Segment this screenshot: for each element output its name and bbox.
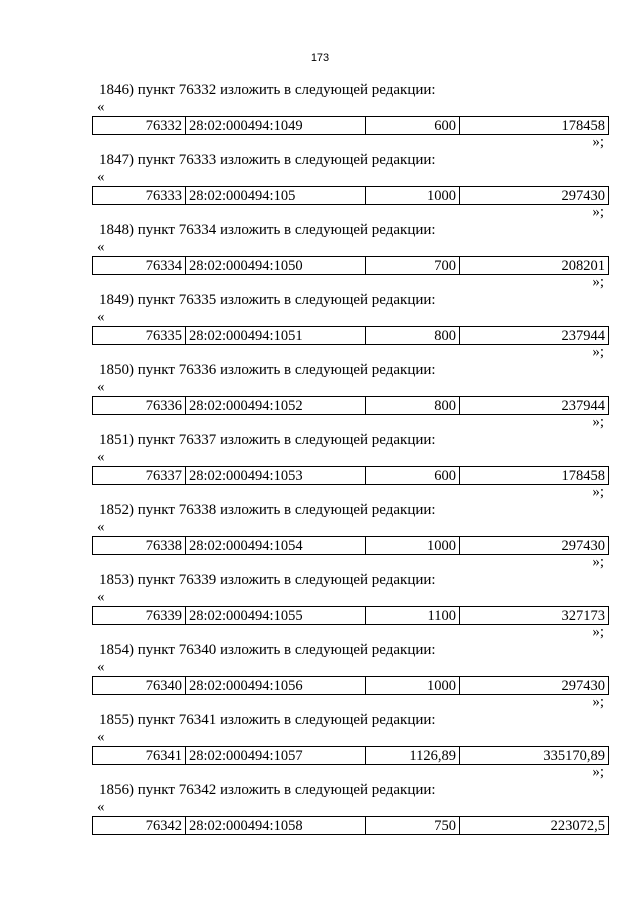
- area-cell: 700: [366, 257, 460, 275]
- item-number-cell: 76334: [93, 257, 186, 275]
- opening-quote: «: [97, 239, 105, 255]
- opening-quote: «: [97, 729, 105, 745]
- opening-quote: «: [97, 169, 105, 185]
- area-cell: 1000: [366, 537, 460, 555]
- value-cell: 335170,89: [460, 747, 609, 765]
- amendment-table: [92, 186, 609, 205]
- item-number-cell: 76339: [93, 607, 186, 625]
- amendment-table: [92, 606, 609, 625]
- table-row: [93, 467, 609, 485]
- cadastral-number-cell: 28:02:000494:1052: [186, 397, 366, 415]
- cadastral-number-cell: 28:02:000494:1050: [186, 257, 366, 275]
- amendment-heading: 1848) пункт 76334 изложить в следующей редакции:: [99, 222, 436, 238]
- amendment-heading: 1851) пункт 76337 изложить в следующей редакции:: [99, 432, 436, 448]
- closing-quote: »;: [592, 414, 604, 430]
- amendment-heading: 1846) пункт 76332 изложить в следующей редакции:: [99, 82, 436, 98]
- area-cell: 1000: [366, 187, 460, 205]
- amendment-heading: 1849) пункт 76335 изложить в следующей редакции:: [99, 292, 436, 308]
- value-cell: 237944: [460, 327, 609, 345]
- amendment-table: [92, 116, 609, 135]
- amendment-table: [92, 816, 609, 835]
- item-number-cell: 76340: [93, 677, 186, 695]
- amendment-table: [92, 746, 609, 765]
- closing-quote: »;: [592, 344, 604, 360]
- table-row: [93, 817, 609, 835]
- closing-quote: »;: [592, 694, 604, 710]
- value-cell: 178458: [460, 467, 609, 485]
- table-row: [93, 607, 609, 625]
- amendment-entry: [0, 82, 640, 152]
- amendment-entry: [0, 712, 640, 782]
- closing-quote: »;: [592, 484, 604, 500]
- item-number-cell: 76337: [93, 467, 186, 485]
- table-row: [93, 327, 609, 345]
- area-cell: 750: [366, 817, 460, 835]
- opening-quote: «: [97, 799, 105, 815]
- item-number-cell: 76341: [93, 747, 186, 765]
- cadastral-number-cell: 28:02:000494:1058: [186, 817, 366, 835]
- table-row: [93, 187, 609, 205]
- value-cell: 223072,5: [460, 817, 609, 835]
- closing-quote: »;: [592, 274, 604, 290]
- area-cell: 600: [366, 117, 460, 135]
- item-number-cell: 76338: [93, 537, 186, 555]
- entries-list: [0, 82, 640, 852]
- amendment-table: [92, 466, 609, 485]
- area-cell: 1000: [366, 677, 460, 695]
- amendment-heading: 1856) пункт 76342 изложить в следующей редакции:: [99, 782, 436, 798]
- amendment-entry: [0, 152, 640, 222]
- item-number-cell: 76335: [93, 327, 186, 345]
- value-cell: 327173: [460, 607, 609, 625]
- amendment-entry: [0, 572, 640, 642]
- closing-quote: »;: [592, 554, 604, 570]
- closing-quote: »;: [592, 764, 604, 780]
- amendment-entry: [0, 362, 640, 432]
- item-number-cell: 76333: [93, 187, 186, 205]
- closing-quote: »;: [592, 134, 604, 150]
- amendment-heading: 1854) пункт 76340 изложить в следующей редакции:: [99, 642, 436, 658]
- amendment-table: [92, 536, 609, 555]
- area-cell: 1126,89: [366, 747, 460, 765]
- amendment-entry: [0, 292, 640, 362]
- opening-quote: «: [97, 379, 105, 395]
- table-row: [93, 117, 609, 135]
- area-cell: 1100: [366, 607, 460, 625]
- cadastral-number-cell: 28:02:000494:1054: [186, 537, 366, 555]
- opening-quote: «: [97, 659, 105, 675]
- cadastral-number-cell: 28:02:000494:1056: [186, 677, 366, 695]
- amendment-entry: [0, 502, 640, 572]
- page-number: 173: [310, 52, 330, 64]
- value-cell: 297430: [460, 677, 609, 695]
- value-cell: 178458: [460, 117, 609, 135]
- opening-quote: «: [97, 519, 105, 535]
- amendment-heading: 1852) пункт 76338 изложить в следующей редакции:: [99, 502, 436, 518]
- closing-quote: »;: [592, 204, 604, 220]
- amendment-table: [92, 676, 609, 695]
- amendment-heading: 1847) пункт 76333 изложить в следующей редакции:: [99, 152, 436, 168]
- opening-quote: «: [97, 589, 105, 605]
- table-row: [93, 677, 609, 695]
- table-row: [93, 397, 609, 415]
- amendment-heading: 1855) пункт 76341 изложить в следующей редакции:: [99, 712, 436, 728]
- opening-quote: «: [97, 449, 105, 465]
- value-cell: 297430: [460, 537, 609, 555]
- table-row: [93, 257, 609, 275]
- cadastral-number-cell: 28:02:000494:1049: [186, 117, 366, 135]
- table-row: [93, 747, 609, 765]
- item-number-cell: 76332: [93, 117, 186, 135]
- value-cell: 208201: [460, 257, 609, 275]
- amendment-heading: 1853) пункт 76339 изложить в следующей редакции:: [99, 572, 436, 588]
- area-cell: 800: [366, 327, 460, 345]
- opening-quote: «: [97, 99, 105, 115]
- amendment-table: [92, 326, 609, 345]
- closing-quote: »;: [592, 624, 604, 640]
- value-cell: 237944: [460, 397, 609, 415]
- opening-quote: «: [97, 309, 105, 325]
- cadastral-number-cell: 28:02:000494:1051: [186, 327, 366, 345]
- value-cell: 297430: [460, 187, 609, 205]
- amendment-heading: 1850) пункт 76336 изложить в следующей редакции:: [99, 362, 436, 378]
- cadastral-number-cell: 28:02:000494:1055: [186, 607, 366, 625]
- item-number-cell: 76342: [93, 817, 186, 835]
- item-number-cell: 76336: [93, 397, 186, 415]
- amendment-entry: [0, 642, 640, 712]
- amendment-entry: [0, 782, 640, 852]
- cadastral-number-cell: 28:02:000494:105: [186, 187, 366, 205]
- table-row: [93, 537, 609, 555]
- cadastral-number-cell: 28:02:000494:1053: [186, 467, 366, 485]
- amendment-table: [92, 256, 609, 275]
- area-cell: 600: [366, 467, 460, 485]
- amendment-table: [92, 396, 609, 415]
- area-cell: 800: [366, 397, 460, 415]
- cadastral-number-cell: 28:02:000494:1057: [186, 747, 366, 765]
- amendment-entry: [0, 432, 640, 502]
- amendment-entry: [0, 222, 640, 292]
